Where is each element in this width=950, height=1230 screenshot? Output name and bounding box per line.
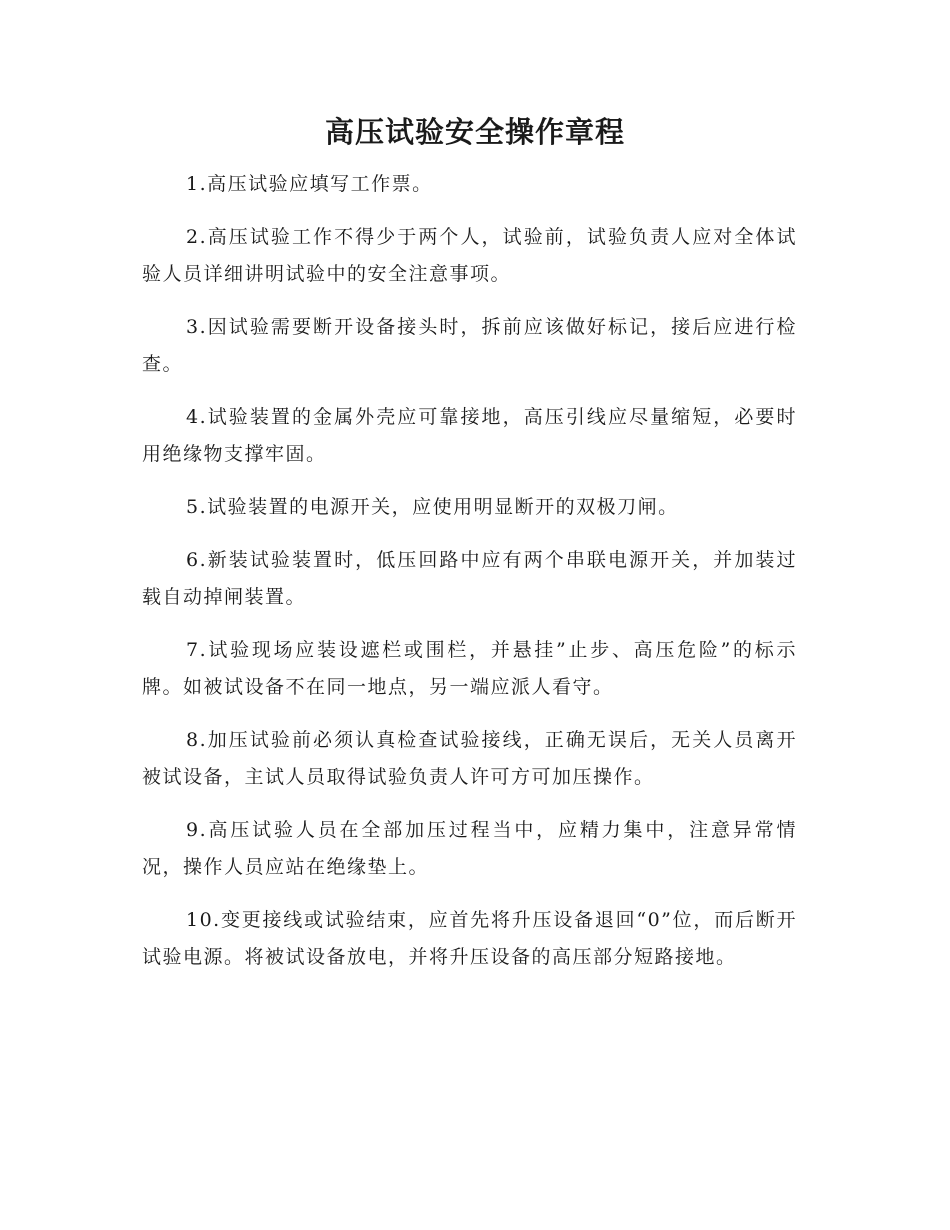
paragraph-5: 5.试验装置的电源开关，应使用明显断开的双极刀闸。 <box>186 496 679 518</box>
paragraph-6: 6.新装试验装置时，低压回路中应有两个串联电源开关，并加装过载自动掉闸装置。 <box>142 549 797 608</box>
document-title: 高压试验安全操作章程 <box>324 115 625 149</box>
paragraph-10: 10.变更接线或试验结束，应首先将升压设备退回“0”位，而后断开试验电源。将被试设备放电，并将升压设备的高压部分短路接地。 <box>142 909 797 968</box>
paragraph-2: 2.高压试验工作不得少于两个人，试验前，试验负责人应对全体试验人员详细讲明试验中的安全注意事项。 <box>142 226 797 285</box>
paragraph-4: 4.试验装置的金属外壳应可靠接地，高压引线应尽量缩短，必要时用绝缘物支撑牢固。 <box>142 406 797 465</box>
paragraph-7: 7.试验现场应装设遮栏或围栏，并悬挂”止步、高压危险”的标示牌。如被试设备不在同一地点，另一端应派人看守。 <box>142 639 797 698</box>
paragraph-9: 9.高压试验人员在全部加压过程当中，应精力集中，注意异常情况，操作人员应站在绝缘垫上。 <box>142 819 797 878</box>
document-body <box>142 166 797 992</box>
paragraph-1: 1.高压试验应填写工作票。 <box>186 173 433 195</box>
paragraph-3: 3.因试验需要断开设备接头时，拆前应该做好标记，接后应进行检查。 <box>142 316 797 375</box>
paragraph-8: 8.加压试验前必须认真检查试验接线，正确无误后，无关人员离开被试设备，主试人员取得试验负责人许可方可加压操作。 <box>142 729 797 788</box>
